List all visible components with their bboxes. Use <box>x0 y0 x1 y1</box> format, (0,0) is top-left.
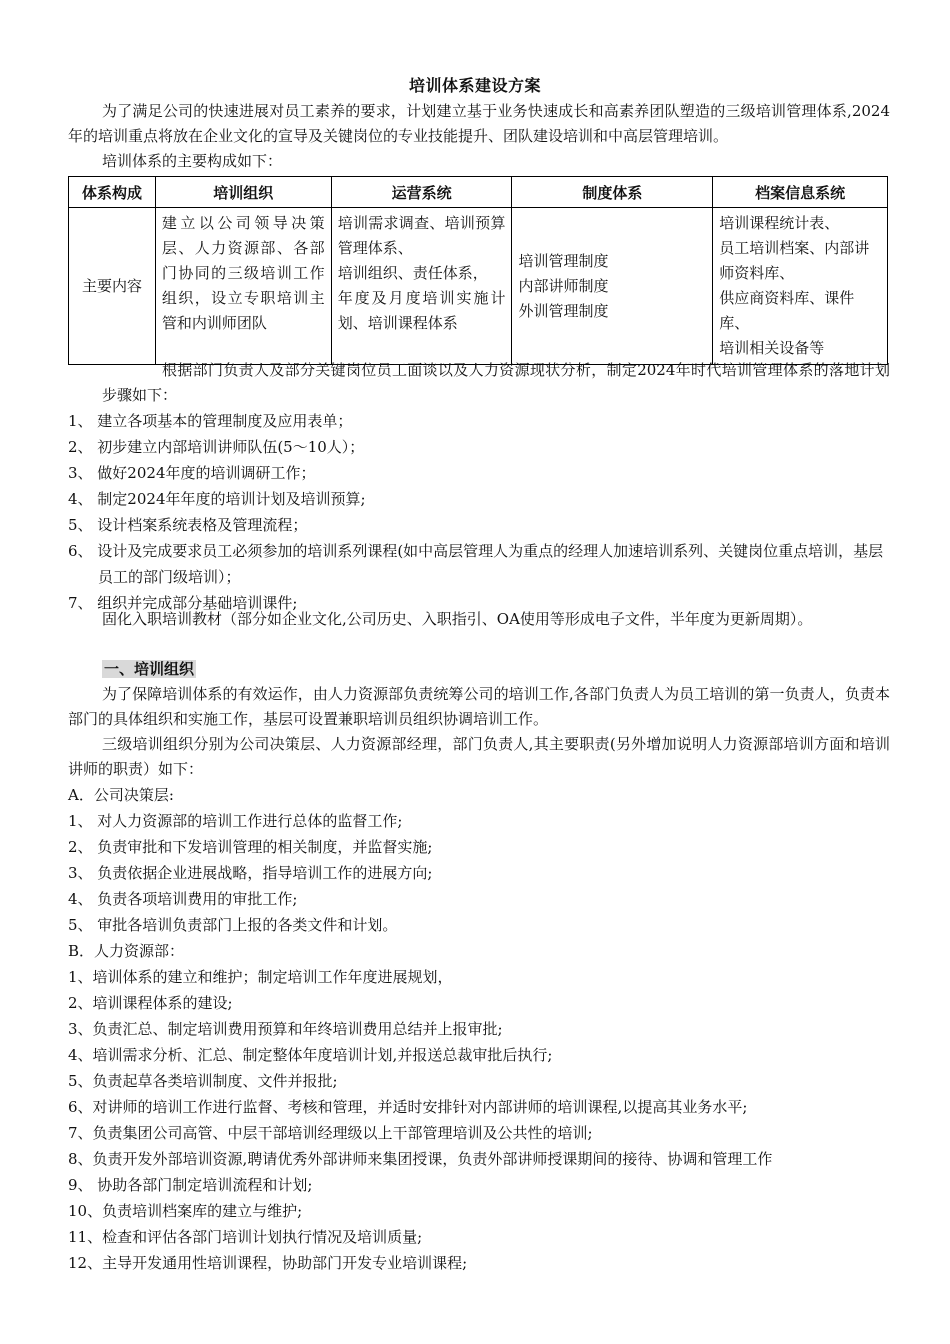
list-item: 4、 负责各项培训费用的审批工作; <box>68 890 298 908</box>
rules-line: 外训管理制度 <box>518 301 609 320</box>
row-label: 主要内容 <box>69 208 156 365</box>
table-header: 运营系统 <box>331 177 512 208</box>
document-title: 培训体系建设方案 <box>408 76 541 95</box>
list-item: 6、对讲师的培训工作进行监督、考核和管理，并适时安排针对内部讲师的培训课程,以提高其业务水平; <box>68 1098 748 1116</box>
archive-line: 供应商资料库、课件库、 <box>719 289 855 332</box>
rules-cell <box>512 208 713 365</box>
list-item: 9、 协助各部门制定培训流程和计划; <box>68 1176 313 1194</box>
archive-cell <box>713 208 888 365</box>
list-item: 5、 设计档案系统表格及管理流程； <box>68 516 308 534</box>
list-item: 5、负责起草各类培训制度、文件并报批; <box>68 1072 338 1090</box>
list-item: 1、 建立各项基本的管理制度及应用表单； <box>68 412 353 430</box>
section-heading-text: 一、培训组织 <box>104 660 195 678</box>
list-title: B．人力资源部： <box>68 942 185 960</box>
archive-line: 员工培训档案、内部讲师资料库、 <box>719 239 870 282</box>
table-row <box>69 208 888 365</box>
plan-steps <box>68 408 890 616</box>
ops-line: 培训组织、责任体系， <box>337 264 488 282</box>
ops-line: 培训需求调查、培训预算管理体系、 <box>337 214 506 257</box>
section-para-1: 为了保障培训体系的有效运作，由人力资源部负责统筹公司的培训工作,各部门负责人为员工培训的第一负责人，负责本部门的具体组织和实施工作，基层可设置兼职培训员组织协调培训工作。 <box>68 685 890 728</box>
list-item: 2、 初步建立内部培训讲师队伍(5～10人）； <box>68 438 365 456</box>
list-item: 8、负责开发外部培训资源,聘请优秀外部讲师来集团授课，负责外部讲师授课期间的接待、协调和管理工作 <box>68 1150 773 1168</box>
list-item: 1、 对人力资源部的培训工作进行总体的监督工作; <box>68 812 403 830</box>
archive-line: 培训相关设备等 <box>719 339 825 357</box>
table-header: 档案信息系统 <box>713 177 888 208</box>
ops-line: 年度及月度培训实施计划、培训课程体系 <box>337 289 506 332</box>
section-para-2: 三级培训组织分别为公司决策层、人力资源部经理，部门负责人,其主要职责(另外增加说明人力资源部培训方面和培训讲师的职责）如下： <box>68 735 890 778</box>
list-item: 3、 做好2024年度的培训调研工作； <box>68 464 316 482</box>
table-header: 培训组织 <box>155 177 331 208</box>
plan-note: 固化入职培训教材（部分如企业文化,公司历史、入职指引、OA使用等形成电子文件，半年度为更新周期）。 <box>102 610 813 628</box>
list-item: 10、负责培训档案库的建立与维护; <box>68 1202 303 1220</box>
section-heading <box>68 657 890 682</box>
list-item: 4、 制定2024年年度的培训计划及培训预算; <box>68 490 366 508</box>
list-item: 11、检查和评估各部门培训计划执行情况及培训质量; <box>68 1228 423 1246</box>
plan-lead: 根据部门负责人及部分关键岗位员工面谈以及人力资源现状分析，制定2024年时代培训管理体系的落地计划步骤如下： <box>102 361 890 404</box>
table-header: 体系构成 <box>69 177 156 208</box>
table-header-row <box>69 177 888 208</box>
list-item: 3、负责汇总、制定培训费用预算和年终培训费用总结并上报审批; <box>68 1020 503 1038</box>
org-cell: 建立以公司领导决策层、人力资源部、各部门协同的三级培训工作组织，设立专职培训主管和内训师团队 <box>155 208 331 365</box>
list-title: A．公司决策层: <box>68 786 174 804</box>
ops-cell <box>331 208 512 365</box>
list-item: 7、负责集团公司高管、中层干部培训经理级以上干部管理培训及公共性的培训; <box>68 1124 593 1142</box>
rules-line: 培训管理制度 <box>518 251 609 270</box>
list-item: 5、 审批各培训负责部门上报的各类文件和计划。 <box>68 916 398 934</box>
intro-paragraph: 为了满足公司的快速进展对员工素养的要求，计划建立基于业务快速成长和高素养团队塑造的三级培训管理体系,2024年的培训重点将放在企业文化的宣导及关键岗位的专业技能提升、团队建设培训和中高层管理培训。 <box>68 102 890 145</box>
decision-layer-list <box>68 782 890 1276</box>
list-item: 1、培训体系的建立和维护；制定培训工作年度进展规划， <box>68 968 453 986</box>
rules-line: 内部讲师制度 <box>518 276 609 295</box>
list-item: 6、 设计及完成要求员工必须参加的培训系列课程(如中高层管理人为重点的经理人加速培训系列、关键岗位重点培训，基层员工的部门级培训）； <box>68 542 884 586</box>
table-header: 制度体系 <box>512 177 713 208</box>
list-item: 2、培训课程体系的建设; <box>68 994 233 1012</box>
list-item: 4、培训需求分析、汇总、制定整体年度培训计划,并报送总裁审批后执行; <box>68 1046 553 1064</box>
list-item: 7、 组织并完成部分基础培训课件; <box>68 594 298 612</box>
list-item: 12、主导开发通用性培训课程，协助部门开发专业培训课程; <box>68 1254 468 1272</box>
composition-lead: 培训体系的主要构成如下： <box>102 152 283 170</box>
list-item: 3、 负责依据企业进展战略，指导培训工作的进展方向; <box>68 864 433 882</box>
list-item: 2、 负责审批和下发培训管理的相关制度，并监督实施; <box>68 838 433 856</box>
archive-line: 培训课程统计表、 <box>719 214 840 232</box>
system-table <box>68 176 888 365</box>
